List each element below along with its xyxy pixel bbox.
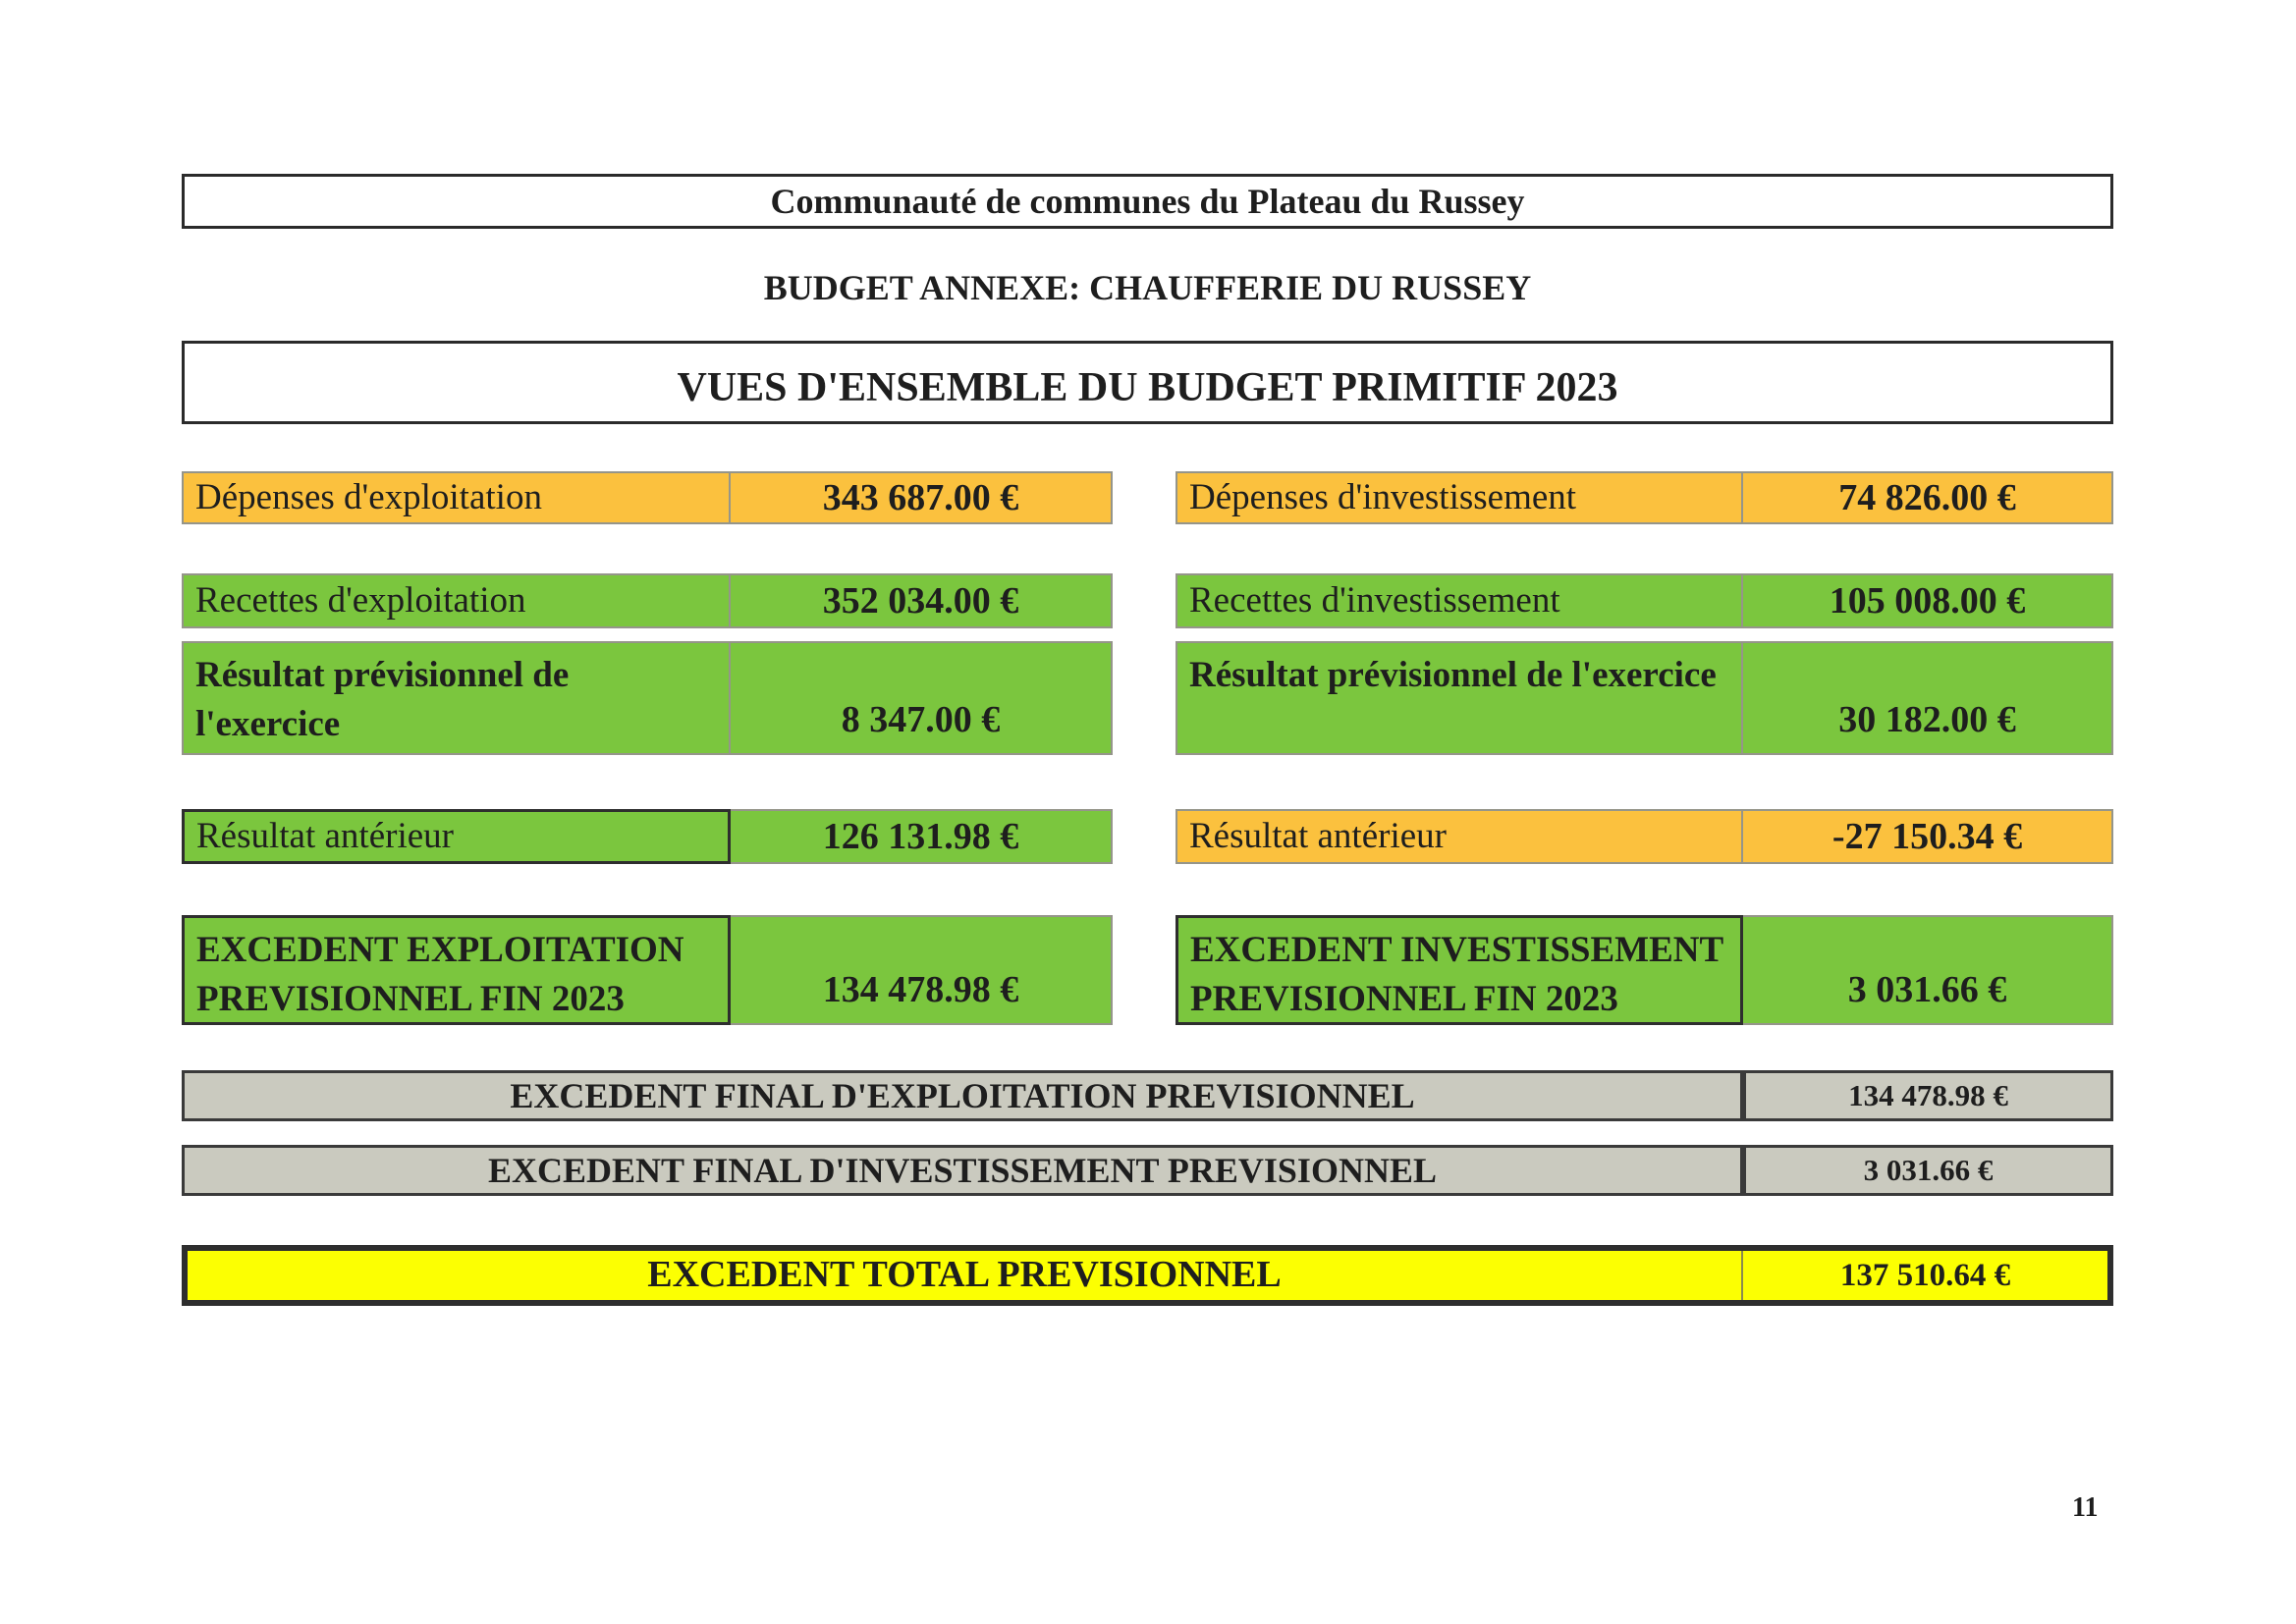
investissement-depenses-value: 74 826.00 € — [1743, 471, 2113, 524]
excedent-final-exploitation-label: EXCEDENT FINAL D'EXPLOITATION PREVISIONNEL — [182, 1070, 1743, 1121]
investissement-excedent-row — [1175, 915, 2113, 1025]
exploitation-depenses-label: Dépenses d'exploitation — [182, 471, 731, 524]
excedent-total-row — [182, 1245, 2113, 1306]
investissement-recettes-row — [1175, 573, 2113, 628]
exploitation-resultat-anterieur-row — [182, 809, 1113, 864]
excedent-total-label: EXCEDENT TOTAL PREVISIONNEL — [188, 1251, 1743, 1300]
overview-title: VUES D'ENSEMBLE DU BUDGET PRIMITIF 2023 — [677, 364, 1618, 410]
exploitation-excedent-row — [182, 915, 1113, 1025]
investissement-resultat-previsionnel-row — [1175, 641, 2113, 755]
investissement-excedent-value: 3 031.66 € — [1743, 915, 2113, 1025]
exploitation-recettes-row — [182, 573, 1113, 628]
excedent-final-investissement-value: 3 031.66 € — [1743, 1145, 2113, 1196]
budget-annexe-subtitle: BUDGET ANNEXE: CHAUFFERIE DU RUSSEY — [763, 268, 1532, 307]
overview-title-box — [182, 341, 2113, 424]
investissement-resultat-anterieur-label: Résultat antérieur — [1175, 809, 1743, 864]
header-title-box — [182, 174, 2113, 229]
exploitation-resultat-previsionnel-row — [182, 641, 1113, 755]
page-number: 11 — [2072, 1492, 2099, 1523]
exploitation-depenses-row — [182, 471, 1113, 524]
investissement-resultat-anterieur-value: -27 150.34 € — [1743, 809, 2113, 864]
exploitation-excedent-label: EXCEDENT EXPLOITATION PREVISIONNEL FIN 2023 — [182, 915, 731, 1025]
investissement-resultat-previsionnel-value: 30 182.00 € — [1743, 641, 2113, 755]
excedent-final-exploitation-value: 134 478.98 € — [1743, 1070, 2113, 1121]
exploitation-depenses-value: 343 687.00 € — [731, 471, 1113, 524]
exploitation-resultat-anterieur-value: 126 131.98 € — [731, 809, 1113, 864]
investissement-recettes-value: 105 008.00 € — [1743, 573, 2113, 628]
excedent-final-investissement-label: EXCEDENT FINAL D'INVESTISSEMENT PREVISIONNEL — [182, 1145, 1743, 1196]
exploitation-resultat-previsionnel-value: 8 347.00 € — [731, 641, 1113, 755]
investissement-recettes-label: Recettes d'investissement — [1175, 573, 1743, 628]
investissement-depenses-row — [1175, 471, 2113, 524]
header-title: Communauté de communes du Plateau du Russey — [770, 182, 1525, 221]
exploitation-recettes-value: 352 034.00 € — [731, 573, 1113, 628]
exploitation-resultat-previsionnel-label: Résultat prévisionnel de l'exercice — [182, 641, 731, 755]
excedent-total-value: 137 510.64 € — [1743, 1251, 2107, 1300]
investissement-depenses-label: Dépenses d'investissement — [1175, 471, 1743, 524]
excedent-final-exploitation-row — [182, 1070, 2113, 1121]
investissement-excedent-label: EXCEDENT INVESTISSEMENT PREVISIONNEL FIN 2023 — [1175, 915, 1743, 1025]
exploitation-resultat-anterieur-label: Résultat antérieur — [182, 809, 731, 864]
investissement-resultat-anterieur-row — [1175, 809, 2113, 864]
excedent-final-investissement-row — [182, 1145, 2113, 1196]
investissement-resultat-previsionnel-label: Résultat prévisionnel de l'exercice — [1175, 641, 1743, 755]
exploitation-excedent-value: 134 478.98 € — [731, 915, 1113, 1025]
exploitation-recettes-label: Recettes d'exploitation — [182, 573, 731, 628]
